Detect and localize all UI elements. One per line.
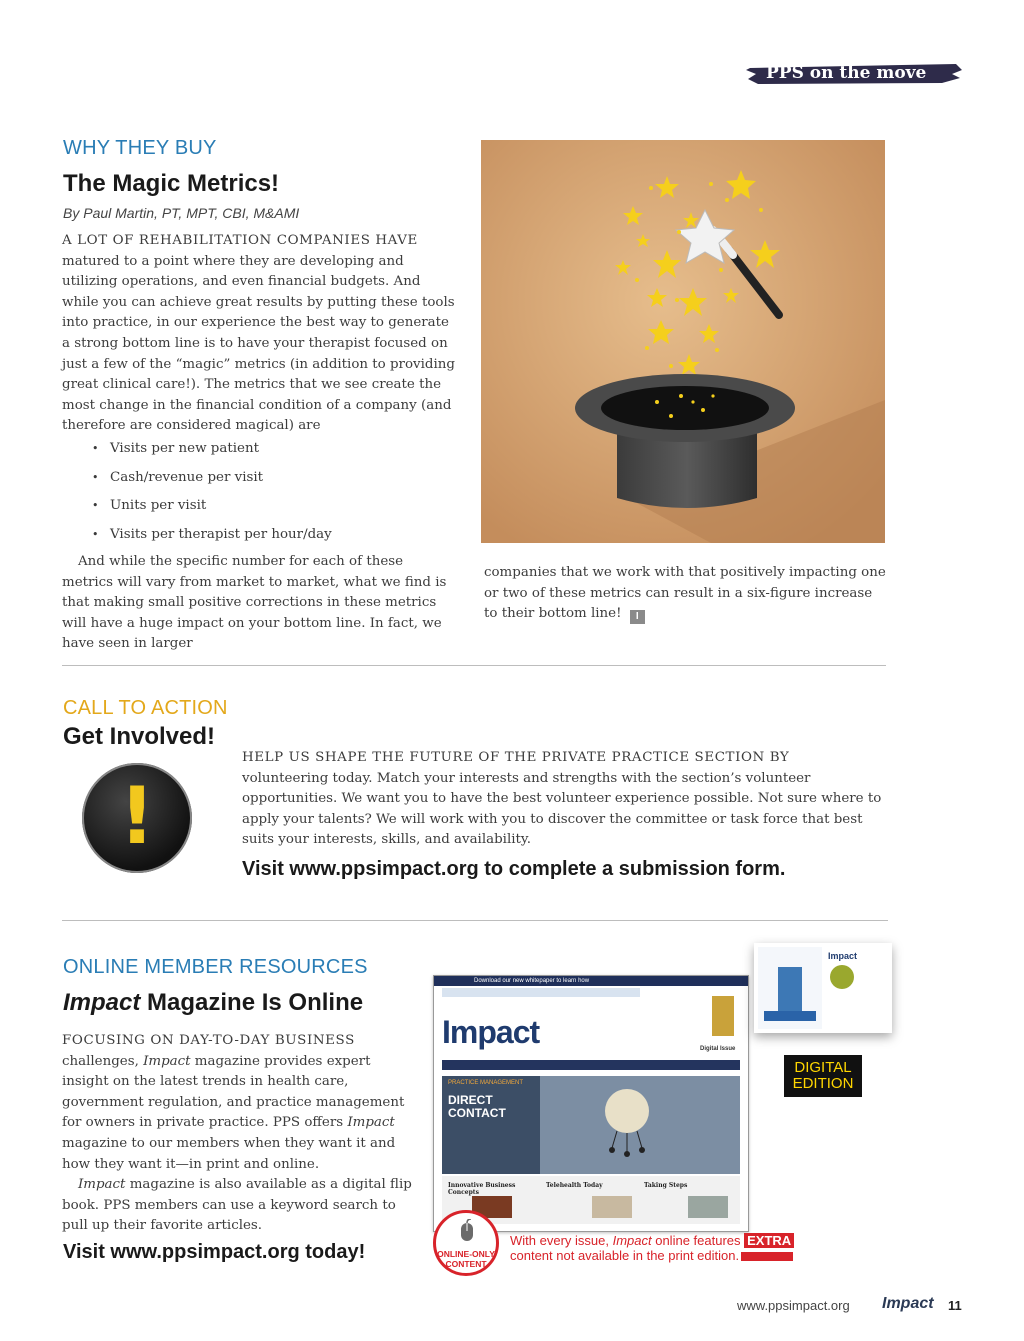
article-paragraph: And while the specific number for each of these metrics will vary from market to market, what we find is that making small positive corrections in these metrics will have a huge impact on your bottom line. In fact, we have seen in larger [62,554,447,652]
resources-text-italic: Impact [347,1115,395,1131]
website-card-image [592,1196,632,1218]
online-only-label [436,1249,496,1269]
badge-line: ONLINE-ONLY [437,1249,495,1259]
cta-body [242,748,882,851]
section-divider [62,665,886,666]
flipbook-thumbnail [754,943,892,1033]
resources-text: challenges, [62,1053,144,1069]
section-divider [62,920,888,921]
extra-highlight: EXTRA [744,1233,794,1248]
website-logo: Impact [442,1014,540,1050]
resources-text: magazine to our members when they want it and how they want it—in print and online. [62,1135,396,1172]
website-hero-kicker: PRACTICE MANAGEMENT [448,1080,524,1086]
balloon-people-icon [582,1086,672,1166]
article-title: The Magic Metrics! [63,170,280,197]
digital-edition-line: EDITION [792,1075,854,1092]
article-body [62,231,460,437]
website-nav-bar [442,1060,740,1070]
list-item: • Visits per therapist per hour/day [92,525,452,554]
website-card-image [688,1196,728,1218]
resources-text-italic: Impact [143,1053,191,1069]
exclamation-icon [82,763,192,873]
article-byline: By Paul Martin, PT, MPT, CBI, M&AMI [63,205,300,221]
website-ad-thumbnail [712,996,734,1036]
metrics-list [92,439,452,553]
red-brush-stroke [741,1252,793,1261]
article-lead-caps: A LOT OF REHABILITATION COMPANIES HAVE [62,233,418,248]
end-mark-icon: I [630,610,645,624]
list-item: • Units per visit [92,496,452,525]
resources-kicker: ONLINE MEMBER RESOURCES [63,956,368,978]
resources-link[interactable]: Visit www.ppsimpact.org today! [63,1241,366,1263]
magic-hat-illustration [481,140,885,543]
article-paragraph-col2 [484,563,886,625]
website-screenshot [433,975,749,1232]
footer-url[interactable]: www.ppsimpact.org [737,1298,850,1313]
website-digital-issue: Digital Issue [700,1046,736,1052]
website-hero-title: DIRECT CONTACT [448,1093,506,1120]
flipbook-left-page [758,947,822,1029]
page-number: 11 [948,1298,962,1313]
cta-kicker: CALL TO ACTION [63,697,228,719]
resources-title-rest: Magazine Is Online [140,989,364,1016]
digital-edition-line: DIGITAL [794,1059,852,1076]
website-hero-panel [442,1076,540,1174]
cta-link[interactable]: Visit www.ppsimpact.org to complete a submission form. [242,858,786,880]
resources-text-italic: Impact [78,1177,126,1193]
flipbook-right-page [824,947,888,1029]
website-card-title: Innovative Business Concepts [448,1182,516,1196]
extra-note-text: online features [651,1233,745,1248]
cta-lead-caps: HELP US SHAPE THE FUTURE OF THE PRIVATE PRACTICE SECTION BY [242,750,790,765]
resources-body [62,1031,418,1237]
website-card-title: Telehealth Today [546,1182,603,1189]
cta-paragraph: volunteering today. Match your interests and strengths with the section’s volunteer opportunities. We want you to have the best volunteer experience possible. Not sure where to apply your talents? We will work with you to discover the committee or task force that best suits your interests, skills, and availability. [242,770,882,848]
digital-edition-badge [784,1055,862,1097]
website-top-bar-text: Download our new whitepaper to learn how [474,978,590,984]
extra-note-text: With every issue, [510,1233,613,1248]
resources-title-italic: Impact [63,989,141,1016]
extra-content-note [510,1233,794,1263]
list-item: • Cash/revenue per visit [92,468,452,497]
article-kicker: WHY THEY BUY [63,137,217,159]
exclamation-glyph: ! [119,772,155,862]
resources-text: magazine provides expert insight on the latest trends in health care, government regulation, and practice management for owners in private practice. PPS offers [62,1053,405,1131]
website-top-bar [434,976,748,986]
cta-title: Get Involved! [63,723,216,750]
resources-title [63,989,363,1017]
website-source-bar [442,988,640,997]
website-card-title: Taking Steps [644,1182,688,1189]
article-paragraph-col1 [62,552,458,655]
badge-line: CONTENT [445,1259,487,1269]
extra-note-italic: Impact [612,1233,652,1248]
footer-magazine-logo: Impact [882,1295,934,1312]
article-paragraph: matured to a point where they are developing and utilizing operations, and even financial budgets. And while you can achieve great results by putting these tools into practice, in our experience the best way to generate a strong bottom line is to have your therapist focused on just a few of the “magic” metrics (in addition to providing great clinical care!). The metrics that we see create the most change in the financial condition of a company (and therefore are considered magical) are [62,253,455,434]
flipbook-logo: Impact [828,951,858,961]
computer-mouse-icon [458,1219,476,1243]
resources-text: magazine is also available as a digital flip book. PPS members can use a keyword search to pull up their favorite articles. [62,1177,412,1234]
article-paragraph: companies that we work with that positively impacting one or two of these metrics can result in a six-figure increase to their bottom line! [484,565,886,622]
resources-lead-caps: FOCUSING ON DAY-TO-DAY BUSINESS [62,1033,355,1048]
list-item: • Visits per new patient [92,439,452,468]
section-banner-title: PPS on the move [766,63,927,83]
extra-note-text: content not available in the print edition. [510,1248,740,1263]
